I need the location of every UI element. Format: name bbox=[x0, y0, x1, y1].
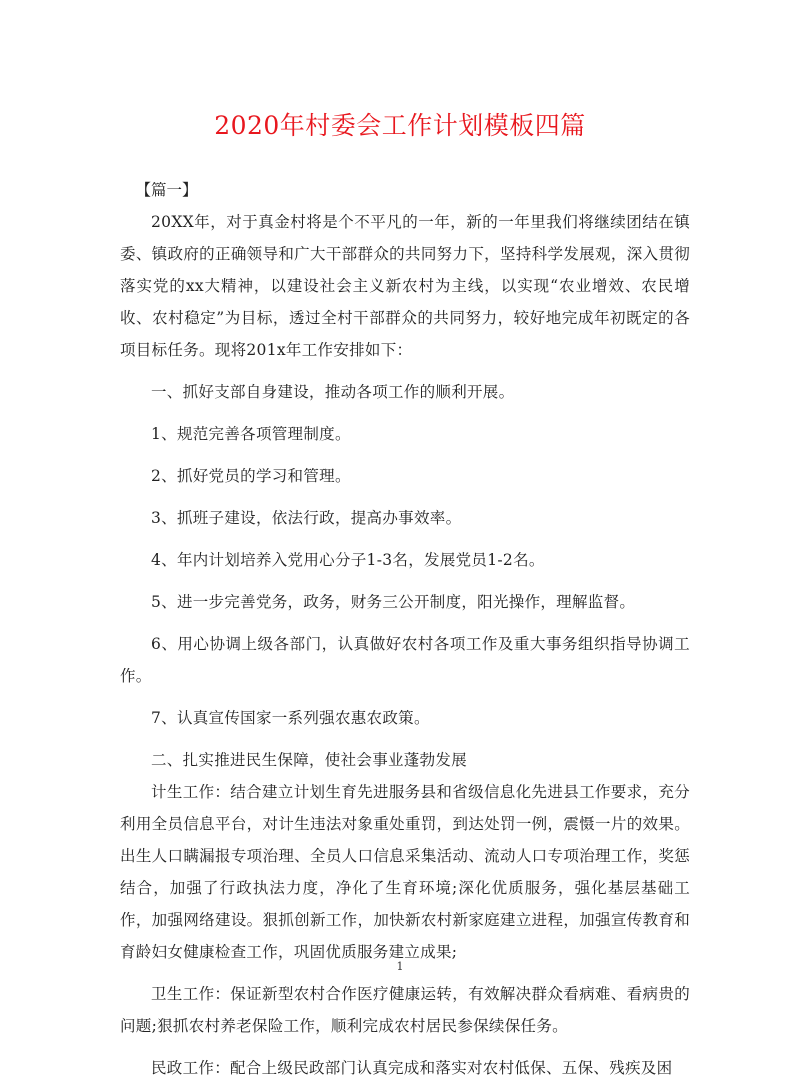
document-body bbox=[120, 174, 690, 1084]
section-label: 【篇一】 bbox=[135, 181, 198, 199]
paragraph-family-planning: 计生工作：结合建立计划生育先进服务县和省级信息化先进县工作要求，充分利用全员信息平台，对计生违法对象重处重罚，到达处罚一例，震慑一片的效果。出生人口瞒漏报专项治理、全员人口信息采集活动、流动人口专项治理工作，奖惩结合，加强了行政执法力度，净化了生育环境;深化优质服务，强化基层基础工作，加强网络建设。狠抓创新工作，加快新农村新家庭建立进程，加强宣传教育和育龄妇女健康检查工作，巩固优质服务建立成果; bbox=[120, 783, 690, 961]
paragraph-civil-affairs: 民政工作：配合上级民政部门认真完成和落实对农村低保、五保、残疾及困 bbox=[151, 1059, 673, 1077]
paragraph-item-3: 3、抓班子建设，依法行政，提高办事效率。 bbox=[151, 509, 462, 527]
paragraph-heading-2: 二、扎实推进民生保障，使社会事业蓬勃发展 bbox=[151, 751, 468, 769]
paragraph-heading-1: 一、抓好支部自身建设，推动各项工作的顺利开展。 bbox=[151, 383, 515, 401]
paragraph-intro: 20XX年，对于真金村将是个不平凡的一年，新的一年里我们将继续团结在镇委、镇政府的正确领导和广大干部群众的共同努力下，坚持科学发展观，深入贯彻落实党的xx大精神，以建设社会主义新农村为主线，以实现“农业增效、农民增收、农村稳定”为目标，透过全村干部群众的共同努力，较好地完成年初既定的各项目标任务。现将201x年工作安排如下： bbox=[120, 213, 690, 359]
paragraph-item-5: 5、进一步完善党务，政务，财务三公开制度，阳光操作，理解监督。 bbox=[151, 593, 636, 611]
paragraph-item-6: 6、用心协调上级各部门，认真做好农村各项工作及重大事务组织指导协调工作。 bbox=[120, 635, 690, 685]
page-number: 1 bbox=[396, 960, 404, 973]
paragraph-item-2: 2、抓好党员的学习和管理。 bbox=[151, 467, 351, 485]
paragraph-item-1: 1、规范完善各项管理制度。 bbox=[151, 425, 351, 443]
paragraph-item-7: 7、认真宣传国家一系列强农惠农政策。 bbox=[151, 709, 430, 727]
paragraph-item-4: 4、年内计划培养入党用心分子1-3名，发展党员1-2名。 bbox=[151, 551, 545, 569]
paragraph-health: 卫生工作：保证新型农村合作医疗健康运转，有效解决群众看病难、看病贵的问题;狠抓农村养老保险工作，顺利完成农村居民参保续保任务。 bbox=[120, 985, 690, 1035]
document-title: 2020年村委会工作计划模板四篇 bbox=[214, 111, 586, 140]
